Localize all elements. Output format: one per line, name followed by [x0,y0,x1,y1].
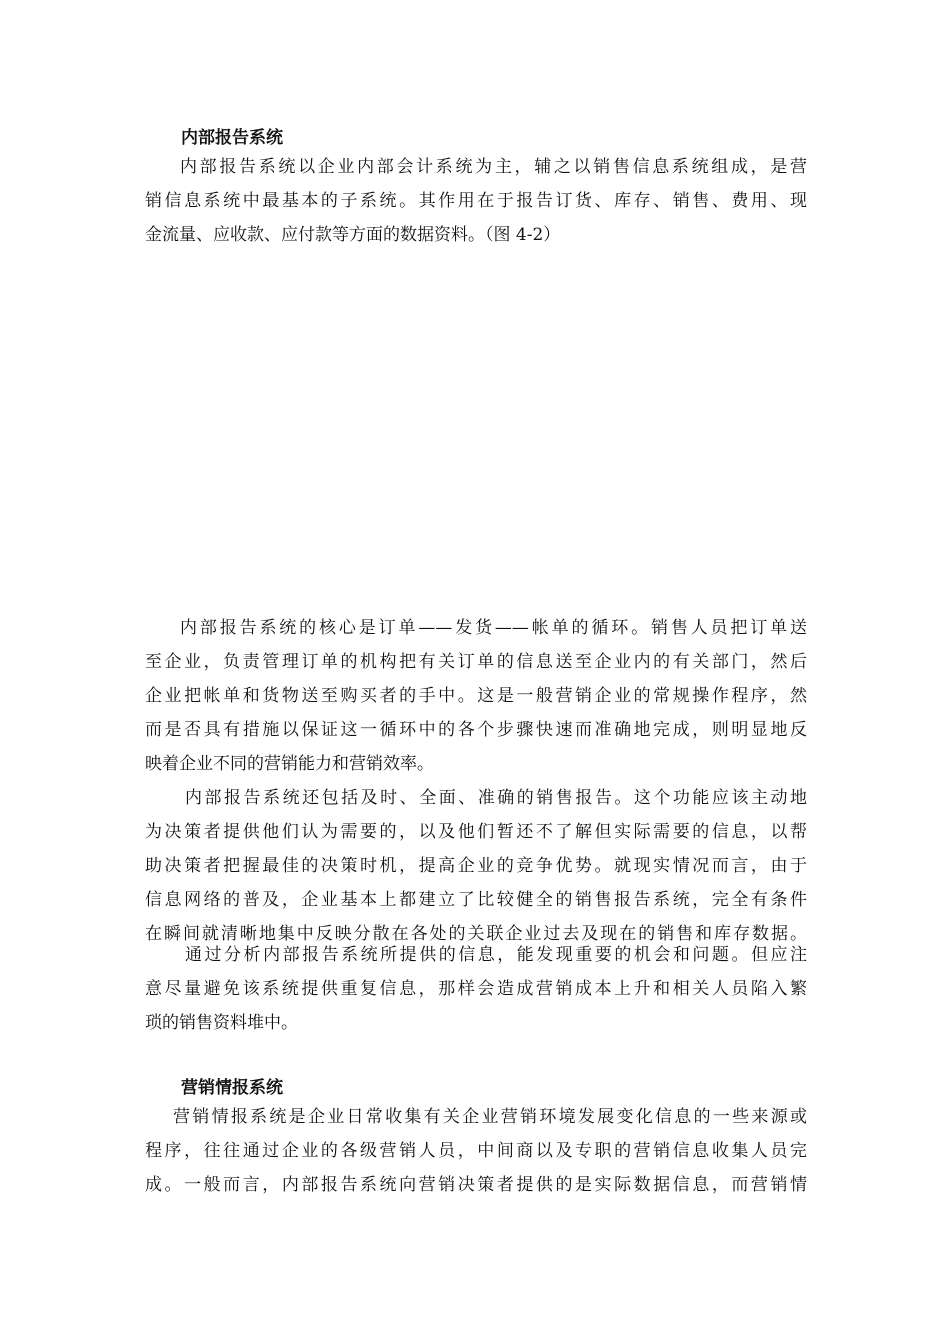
paragraph-internal-report-intro [145,150,807,252]
paragraph-analysis [145,938,807,1040]
section-heading-marketing-intelligence: 营销情报系统 [181,1078,283,1098]
text-line: 而是否具有措施以保证这一循环中的各个步骤快速而准确地完成，则明显地反 [145,720,807,740]
text-line: 为决策者提供他们认为需要的，以及他们暂还不了解但实际需要的信息，以帮 [145,822,807,842]
figure-4-2-blank-area [145,250,807,590]
text-line: 通过分析内部报告系统所提供的信息，能发现重要的机会和问题。但应注 [185,945,807,965]
text-line: 内部报告系统还包括及时、全面、准确的销售报告。这个功能应该主动地 [185,788,807,808]
paragraph-order-cycle [145,611,807,781]
text-line: 程序，往往通过企业的各级营销人员，中间商以及专职的营销信息收集人员完 [145,1141,807,1161]
text-line: 意尽量避免该系统提供重复信息，那样会造成营销成本上升和相关人员陷入繁 [145,979,807,999]
text-line: 内部报告系统以企业内部会计系统为主，辅之以销售信息系统组成，是营 [180,157,807,177]
text-line: 营销情报系统是企业日常收集有关企业营销环境发展变化信息的一些来源或 [173,1107,807,1127]
text-line: 助决策者把握最佳的决策时机，提高企业的竞争优势。就现实情况而言，由于 [145,856,807,876]
section-heading-internal-report: 内部报告系统 [181,128,283,148]
text-line: 信息网络的普及，企业基本上都建立了比较健全的销售报告系统，完全有条件 [145,890,807,910]
text-line: 内部报告系统的核心是订单——发货——帐单的循环。销售人员把订单送 [180,618,807,638]
text-line: 在瞬间就清晰地集中反映分散在各处的关联企业过去及现在的销售和库存数据。 [145,924,807,944]
paragraph-sales-report [145,781,807,951]
text-line: 成。一般而言，内部报告系统向营销决策者提供的是实际数据信息，而营销情 [145,1175,807,1195]
paragraph-marketing-intelligence [145,1100,807,1202]
text-line: 琐的销售资料堆中。 [145,1013,298,1033]
text-line: 金流量、应收款、应付款等方面的数据资料。（图 4-2） [145,225,561,245]
text-line: 企业把帐单和货物送至购买者的手中。这是一般营销企业的常规操作程序，然 [145,686,807,706]
text-line: 映着企业不同的营销能力和营销效率。 [145,754,434,774]
text-line: 至企业，负责管理订单的机构把有关订单的信息送至企业内的有关部门，然后 [145,652,807,672]
text-line: 销信息系统中最基本的子系统。其作用在于报告订货、库存、销售、费用、现 [145,191,807,211]
